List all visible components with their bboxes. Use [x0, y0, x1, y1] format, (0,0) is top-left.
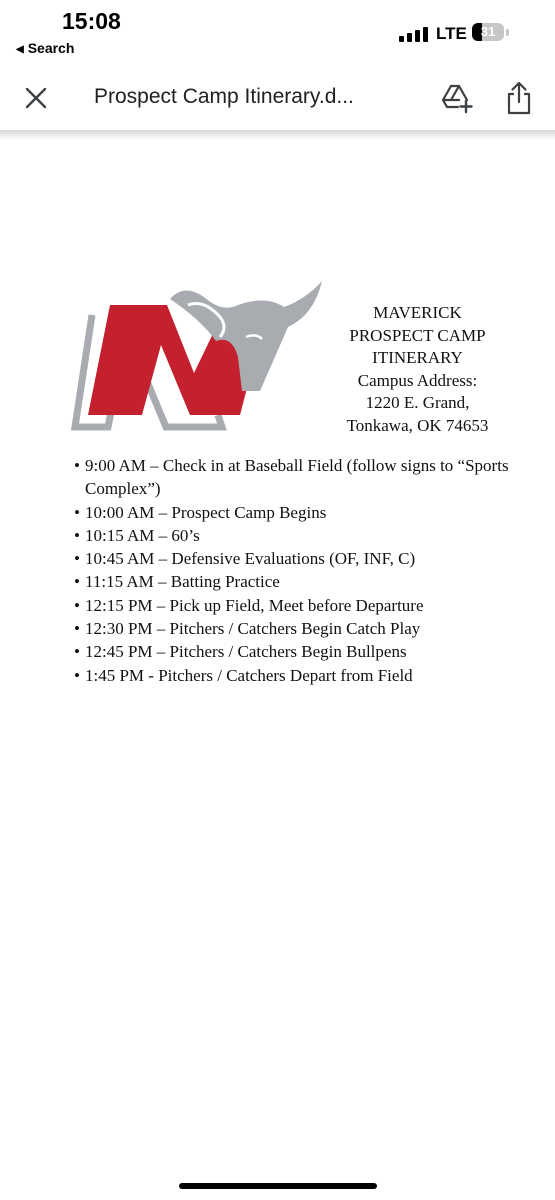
network-type: LTE: [436, 24, 467, 43]
home-indicator[interactable]: [179, 1183, 377, 1189]
document-title: Prospect Camp Itinerary.d...: [94, 85, 354, 108]
itinerary-item: • 11:15 AM – Batting Practice: [74, 570, 514, 593]
toolbar-shadow: [0, 130, 555, 140]
close-button[interactable]: [22, 84, 50, 112]
add-to-drive-button[interactable]: [440, 82, 474, 114]
close-icon: [22, 84, 50, 112]
itinerary-item: • 12:15 PM – Pick up Field, Meet before Departure: [74, 594, 514, 617]
battery-icon: [472, 23, 504, 41]
back-label: Search: [27, 40, 75, 56]
itinerary-item: • 12:30 PM – Pitchers / Catchers Begin Catch Play: [74, 617, 514, 640]
status-bar: [0, 0, 555, 68]
battery-level: 31: [480, 24, 496, 39]
document-toolbar: [0, 68, 555, 130]
itinerary-heading: [330, 302, 505, 437]
itinerary-item: • 10:00 AM – Prospect Camp Begins: [74, 501, 514, 524]
campus-address-city: Tonkawa, OK 74653: [346, 415, 489, 435]
back-to-search-link[interactable]: [16, 40, 74, 56]
share-icon: [505, 80, 533, 116]
heading-line: ITINERARY: [372, 348, 463, 367]
heading-line: MAVERICK: [373, 303, 462, 322]
itinerary-item: • 12:45 PM – Pitchers / Catchers Begin Bullpens: [74, 640, 514, 663]
battery-cap: [506, 29, 509, 36]
itinerary-item: • 10:45 AM – Defensive Evaluations (OF, INF, C): [74, 547, 514, 570]
cellular-signal-icon: [399, 26, 431, 42]
add-to-drive-icon: [440, 82, 474, 114]
heading-line: PROSPECT CAMP: [349, 325, 486, 345]
share-button[interactable]: [505, 80, 533, 116]
campus-address-label: Campus Address:: [357, 370, 478, 390]
clock: 15:08: [62, 8, 121, 34]
campus-address-street: 1220 E. Grand,: [365, 393, 470, 412]
maverick-bull-logo: [70, 275, 328, 435]
itinerary-item: • 1:45 PM - Pitchers / Catchers Depart from Field: [74, 664, 514, 687]
itinerary-list: [74, 454, 514, 687]
itinerary-item: • 10:15 AM – 60’s: [74, 524, 514, 547]
back-triangle-icon: ◀: [16, 44, 24, 55]
itinerary-item: • 9:00 AM – Check in at Baseball Field (follow signs to “Sports Complex”): [74, 454, 514, 501]
